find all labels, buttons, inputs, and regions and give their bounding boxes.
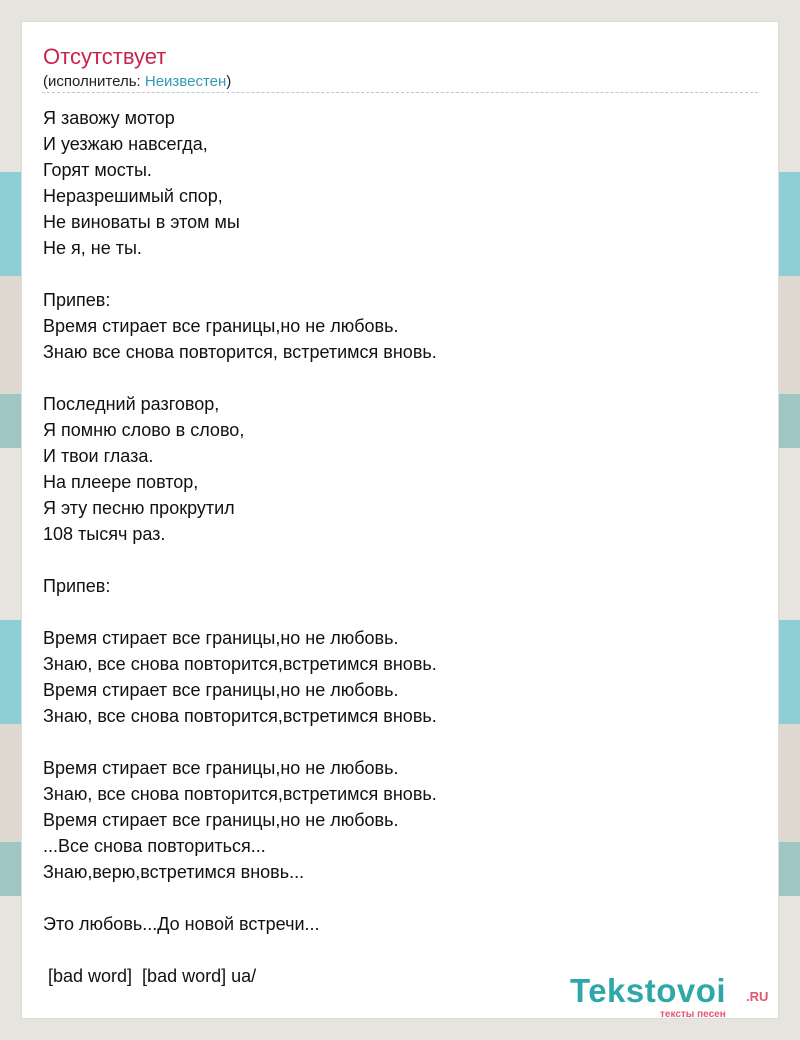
lyrics-card <box>22 22 778 1018</box>
song-title: Отсутствует <box>43 44 167 69</box>
artist-suffix: ) <box>226 73 232 90</box>
lyrics-text: Я завожу мотор И уезжаю навсегда, Горят мосты. Неразрешимый спор, Не виноваты в этом мы Не я, не ты. Припев: Время стирает все границы,но не любовь. Знаю все снова повторится, встретимся вновь. Последний разговор, Я помню слово в слово, И твои глаза. На плеере повтор, Я эту песню прокрутил 108 тысяч раз. Припев: Время стирает все границы,но не любовь. Знаю, все снова повторится,встретимся вновь. Время стирает все границы,но не любовь. Знаю, все снова повторится,встретимся вновь. Время стирает все границы,но не любовь. Знаю, все снова повторится,встретимся вновь. Время стирает все границы,но не любовь. ...Все снова повториться... Знаю,верю,встретимся вновь... Это любовь...До новой встречи... <box>43 108 437 934</box>
logo-main-text: Tekstovoi <box>570 972 727 1009</box>
artist-line <box>43 73 231 91</box>
tekstovoi-logo[interactable] <box>570 972 780 1022</box>
artist-prefix: (исполнитель: <box>43 73 145 90</box>
lyrics-footer: [bad word] [bad word] ua/ <box>48 966 257 986</box>
logo-domain: .RU <box>746 989 769 1004</box>
artist-link[interactable]: Неизвестен <box>144 73 227 90</box>
title-divider <box>42 92 758 93</box>
logo-subtitle: тексты песен <box>660 1009 726 1020</box>
